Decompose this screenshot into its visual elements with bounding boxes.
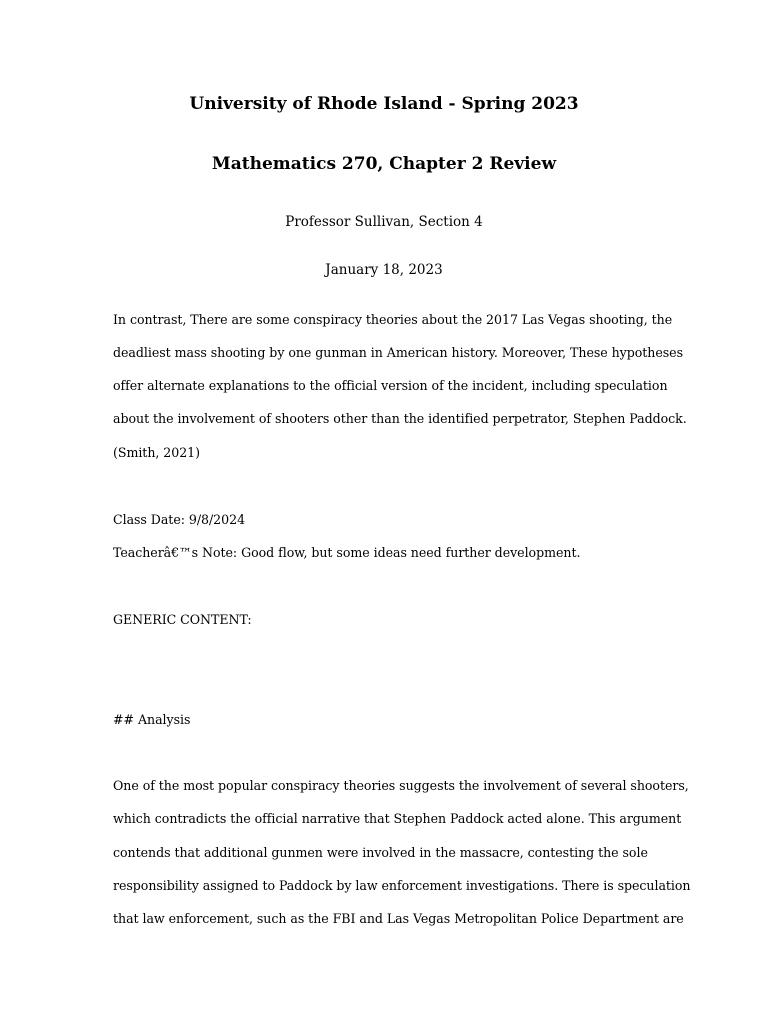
class-date: Class Date: 9/8/2024 [113,512,246,527]
paragraph-line: offer alternate explanations to the official version of the incident, including speculation [113,378,668,393]
professor-line: Professor Sullivan, Section 4 [285,214,483,230]
paragraph-line: In contrast, There are some conspiracy theories about the 2017 Las Vegas shooting, the [113,312,673,327]
university-heading: University of Rhode Island - Spring 2023 [189,94,579,114]
paragraph-line: about the involvement of shooters other than the identified perpetrator, Stephen Paddock. [113,411,687,426]
paragraph-line: which contradicts the official narrative that Stephen Paddock acted alone. This argument [113,811,682,826]
paragraph-line: that law enforcement, such as the FBI and Las Vegas Metropolitan Police Department are [113,911,684,926]
citation-line: (Smith, 2021) [113,445,201,460]
paragraph-line: One of the most popular conspiracy theories suggests the involvement of several shooters, [113,778,689,793]
teacher-note: Teacherâ€™s Note: Good flow, but some ideas need further development. [113,545,581,560]
paragraph-line: responsibility assigned to Paddock by law enforcement investigations. There is speculation [113,878,691,893]
generic-content-label: GENERIC CONTENT: [113,612,252,627]
paragraph-line: contends that additional gunmen were involved in the massacre, contesting the sole [113,845,648,860]
date-line: January 18, 2023 [325,262,443,278]
paragraph-line: deadliest mass shooting by one gunman in American history. Moreover, These hypotheses [113,345,683,360]
course-heading: Mathematics 270, Chapter 2 Review [211,154,557,174]
analysis-heading: ## Analysis [113,712,191,727]
